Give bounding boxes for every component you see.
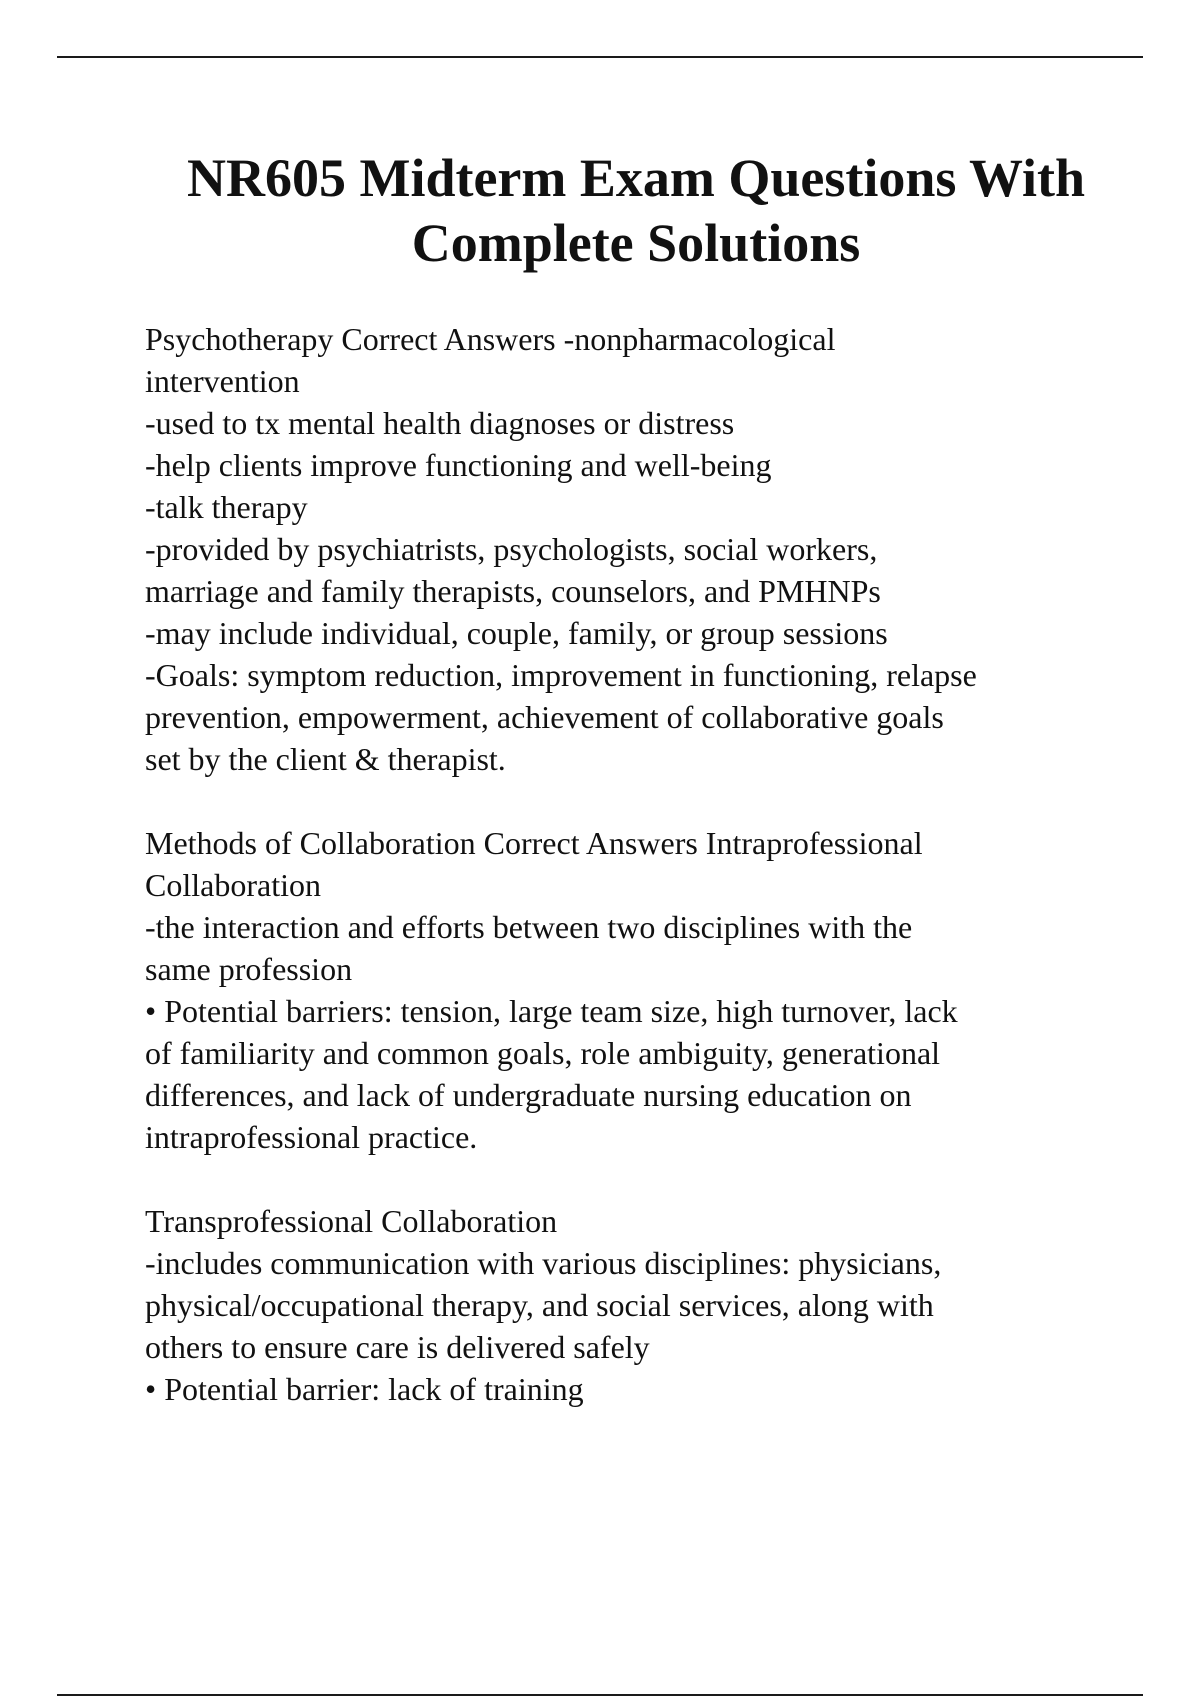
paragraph-gap bbox=[145, 1158, 1145, 1200]
text-line: -Goals: symptom reduction, improvement in functioning, relapse bbox=[145, 657, 977, 693]
text-line: -the interaction and efforts between two disciplines with the bbox=[145, 909, 913, 945]
text-line: -provided by psychiatrists, psychologists, social workers, bbox=[145, 531, 878, 567]
text-line: others to ensure care is delivered safely bbox=[145, 1329, 650, 1365]
text-line: Transprofessional Collaboration bbox=[145, 1203, 558, 1239]
text-line: • Potential barriers: tension, large team size, high turnover, lack bbox=[145, 993, 958, 1029]
qa-block-transprofessional bbox=[145, 1200, 1145, 1410]
text-line: -includes communication with various disciplines: physicians, bbox=[145, 1245, 942, 1281]
paragraph-gap bbox=[145, 780, 1145, 822]
page-title bbox=[100, 146, 1140, 276]
qa-block-psychotherapy bbox=[145, 318, 1145, 780]
bottom-rule bbox=[57, 1694, 1143, 1696]
title-line: Complete Solutions bbox=[411, 213, 861, 273]
text-line: intervention bbox=[145, 363, 300, 399]
document-body bbox=[145, 318, 1145, 1410]
text-line: -talk therapy bbox=[145, 489, 308, 525]
text-line: intraprofessional practice. bbox=[145, 1119, 478, 1155]
text-line: differences, and lack of undergraduate nursing education on bbox=[145, 1077, 912, 1113]
text-line: Collaboration bbox=[145, 867, 321, 903]
text-line: same profession bbox=[145, 951, 353, 987]
text-line: Methods of Collaboration Correct Answers Intraprofessional bbox=[145, 825, 923, 861]
text-line: • Potential barrier: lack of training bbox=[145, 1371, 584, 1407]
text-line: Psychotherapy Correct Answers -nonpharmacological bbox=[145, 321, 836, 357]
top-rule bbox=[57, 56, 1143, 58]
text-line: -may include individual, couple, family, or group sessions bbox=[145, 615, 888, 651]
text-line: of familiarity and common goals, role ambiguity, generational bbox=[145, 1035, 941, 1071]
text-line: set by the client & therapist. bbox=[145, 741, 506, 777]
text-line: marriage and family therapists, counselors, and PMHNPs bbox=[145, 573, 881, 609]
title-line: NR605 Midterm Exam Questions With bbox=[186, 148, 1085, 208]
text-line: -used to tx mental health diagnoses or distress bbox=[145, 405, 735, 441]
qa-block-collaboration bbox=[145, 822, 1145, 1158]
text-line: physical/occupational therapy, and social services, along with bbox=[145, 1287, 934, 1323]
text-line: prevention, empowerment, achievement of collaborative goals bbox=[145, 699, 944, 735]
text-line: -help clients improve functioning and well-being bbox=[145, 447, 772, 483]
